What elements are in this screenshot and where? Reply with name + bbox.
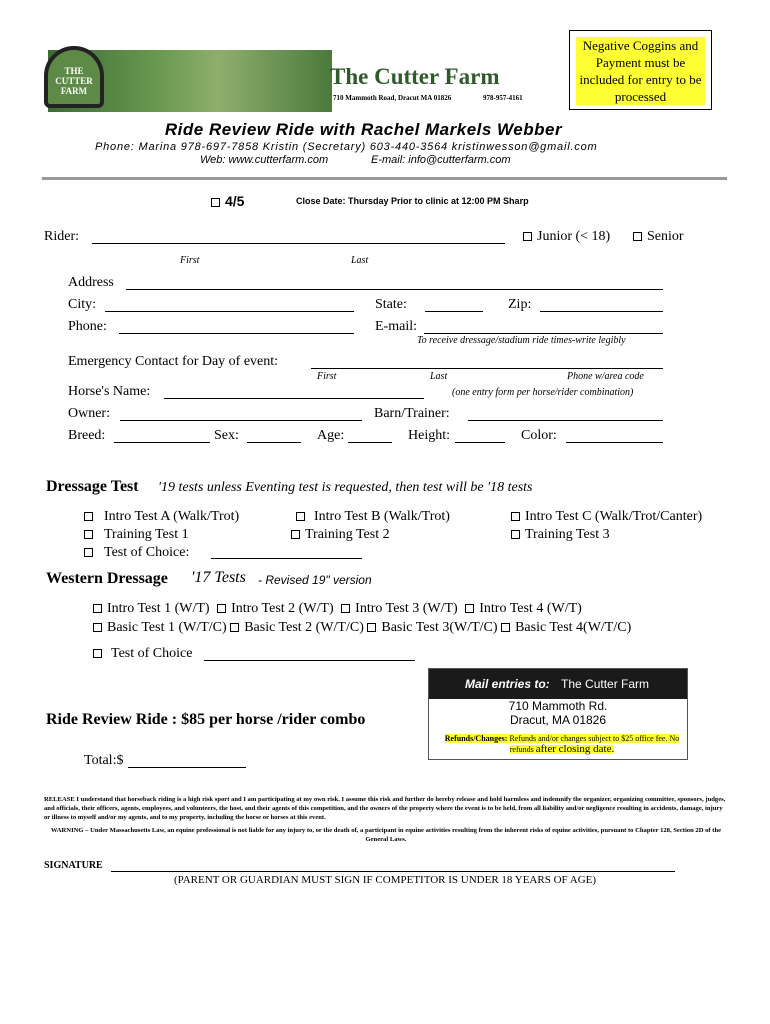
western-intro-2-label: Intro Test 2 (W/T)	[231, 601, 334, 616]
training-test-2-label: Training Test 2	[305, 527, 390, 542]
western-revised: - Revised 19" version	[258, 573, 372, 587]
rider-name-field[interactable]	[92, 243, 505, 244]
western-basic-1-label: Basic Test 1 (W/T/C)	[107, 620, 227, 635]
state-label: State:	[375, 297, 407, 312]
refund-label: Refunds/Changes:	[444, 734, 508, 743]
barn-label: Barn/Trainer:	[374, 406, 450, 421]
address-label: Address	[68, 275, 114, 290]
web-address: Web: www.cutterfarm.com	[200, 154, 329, 166]
coggins-notice-text: Negative Coggins and Payment must be included for entry to be processed	[576, 37, 705, 105]
checkbox-icon	[523, 232, 532, 241]
emergency-first-caption: First	[317, 371, 337, 382]
rider-last-caption: Last	[351, 255, 369, 266]
email-field[interactable]	[424, 333, 663, 334]
checkbox-icon	[84, 548, 93, 557]
page-title: Ride Review Ride with Rachel Markels Webber	[164, 120, 563, 139]
checkbox-icon	[367, 623, 376, 632]
western-heading: Western Dressage	[46, 570, 168, 587]
coggins-notice	[569, 30, 712, 110]
checkbox-icon	[84, 512, 93, 521]
phone-field[interactable]	[119, 333, 354, 334]
western-intro-4-label: Intro Test 4 (W/T)	[479, 601, 582, 616]
training-test-1-label: Training Test 1	[104, 527, 189, 542]
phone-label: Phone:	[68, 319, 107, 334]
signature-field[interactable]	[111, 871, 675, 872]
city-field[interactable]	[105, 311, 354, 312]
rider-label: Rider:	[44, 229, 79, 244]
checkbox-icon	[230, 623, 239, 632]
warning-text: WARNING – Under Massachusetts Law, an equine professional is not liable for any injury to, or the death of, a participant in equine activities resulting from the inherent risks of equine activities, pursuant to Chapter 128, Section 2D of the General Laws.	[50, 827, 722, 843]
total-field[interactable]	[128, 767, 246, 768]
western-basic-4-label: Basic Test 4(W/T/C)	[515, 620, 632, 635]
western-basic-4-option[interactable]	[501, 620, 631, 635]
checkbox-icon	[296, 512, 305, 521]
dressage-note: '19 tests unless Eventing test is requested, then test will be '18 tests	[158, 480, 533, 495]
junior-option[interactable]	[523, 229, 610, 245]
western-choice-field[interactable]	[204, 660, 415, 661]
western-tests: '17 Tests	[191, 569, 246, 586]
training-test-1-option[interactable]	[84, 527, 189, 543]
height-label: Height:	[408, 428, 450, 443]
age-field[interactable]	[348, 442, 392, 443]
western-intro-3-option[interactable]	[341, 601, 458, 616]
address-field[interactable]	[126, 289, 663, 290]
owner-label: Owner:	[68, 406, 110, 421]
emergency-phone-caption: Phone w/area code	[567, 371, 644, 382]
signature-note: (PARENT OR GUARDIAN MUST SIGN IF COMPETITOR IS UNDER 18 YEARS OF AGE)	[173, 874, 597, 886]
price-text: Ride Review Ride : $85 per horse /rider combo	[46, 711, 366, 728]
checkbox-icon	[501, 623, 510, 632]
checkbox-icon	[633, 232, 642, 241]
checkbox-icon	[93, 649, 102, 658]
farm-address: 710 Mammoth Road, Dracut MA 01826	[333, 94, 452, 102]
training-test-3-option[interactable]	[511, 527, 610, 543]
refund-note	[444, 733, 680, 755]
western-intro-1-option[interactable]	[93, 601, 210, 616]
western-basic-2-label: Basic Test 2 (W/T/C)	[244, 620, 364, 635]
western-choice-label: Test of Choice	[111, 646, 193, 661]
owner-field[interactable]	[120, 420, 362, 421]
header-divider	[42, 177, 727, 180]
intro-test-b-option[interactable]	[296, 509, 450, 525]
emergency-last-caption: Last	[430, 371, 448, 382]
western-basic-1-option[interactable]	[93, 620, 227, 635]
contact-line: Phone: Marina 978-697-7858 Kristin (Secretary) 603-440-3564 kristinwesson@gmail.com	[95, 141, 598, 153]
zip-field[interactable]	[540, 311, 663, 312]
zip-label: Zip:	[508, 297, 532, 312]
sex-field[interactable]	[247, 442, 301, 443]
junior-label: Junior (< 18)	[537, 229, 611, 244]
test-of-choice-option[interactable]	[84, 545, 189, 561]
western-choice-option[interactable]	[93, 646, 192, 662]
farm-phone: 978-957-4161	[483, 94, 523, 102]
mail-header	[429, 669, 687, 699]
release-text: RELEASE I understand that horseback riding is a high risk sport and I am participating at my own risk. I assume this risk and further do hereby release and hold harmless and indemnify the organizer, organizing committee, sponsors, judges, and officials, their officers, agents, employees, and volunteers, the host, and their agents of this competition, and the owners of the property where the event is to be held, from all liability and/or negligence resulting in accidents, damage, injury or illness to myself and/or my agents, and to my property, including the horse or horses at this event.	[44, 796, 726, 821]
mail-farm-name: The Cutter Farm	[561, 677, 650, 691]
horse-name-note: (one entry form per horse/rider combination)	[452, 387, 634, 398]
signature-label: SIGNATURE	[44, 860, 103, 871]
western-intro-1-label: Intro Test 1 (W/T)	[107, 601, 210, 616]
farm-name: The Cutter Farm	[330, 64, 500, 89]
date-option[interactable]	[211, 193, 244, 209]
intro-test-c-label: Intro Test C (Walk/Trot/Canter)	[525, 509, 703, 524]
intro-test-a-option[interactable]	[84, 509, 239, 525]
checkbox-icon	[93, 604, 102, 613]
height-field[interactable]	[455, 442, 505, 443]
checkbox-icon	[511, 530, 520, 539]
western-intro-tests	[93, 601, 582, 617]
western-basic-2-option[interactable]	[230, 620, 364, 635]
email-note: To receive dressage/stadium ride times-write legibly	[417, 335, 626, 346]
close-date: Close Date: Thursday Prior to clinic at 12:00 PM Sharp	[296, 196, 529, 206]
color-field[interactable]	[566, 442, 663, 443]
checkbox-icon	[291, 530, 300, 539]
intro-test-a-label: Intro Test A (Walk/Trot)	[104, 509, 240, 524]
sex-label: Sex:	[214, 428, 239, 443]
breed-field[interactable]	[114, 442, 210, 443]
refund-tail: after closing date.	[535, 743, 615, 755]
senior-option[interactable]	[633, 229, 684, 245]
horse-name-label: Horse's Name:	[68, 384, 151, 399]
horse-name-field[interactable]	[164, 398, 424, 399]
mail-label: Mail entries to:	[465, 677, 550, 691]
total-label: Total:$	[84, 753, 124, 768]
western-basic-3-label: Basic Test 3(W/T/C)	[381, 620, 498, 635]
state-field[interactable]	[425, 311, 483, 312]
mail-street: 710 Mammoth Rd.	[508, 699, 608, 713]
mail-city: Dracut, MA 01826	[509, 713, 607, 727]
checkbox-icon	[93, 623, 102, 632]
western-intro-3-label: Intro Test 3 (W/T)	[355, 601, 458, 616]
western-intro-4-option[interactable]	[465, 601, 582, 616]
western-intro-2-option[interactable]	[217, 601, 334, 616]
email-address: E-mail: info@cutterfarm.com	[371, 154, 511, 166]
color-label: Color:	[521, 428, 557, 443]
clinic-date: 4/5	[225, 193, 245, 209]
logo-text: THE CUTTER FARM	[55, 66, 93, 96]
senior-label: Senior	[647, 229, 684, 244]
farm-logo	[44, 46, 104, 108]
checkbox-icon	[211, 198, 220, 207]
breed-label: Breed:	[68, 428, 106, 443]
test-of-choice-label: Test of Choice:	[104, 545, 190, 560]
checkbox-icon	[84, 530, 93, 539]
city-label: City:	[68, 297, 97, 312]
email-label: E-mail:	[375, 319, 417, 334]
checkbox-icon	[341, 604, 350, 613]
checkbox-icon	[511, 512, 520, 521]
western-basic-3-option[interactable]	[367, 620, 497, 635]
rider-first-caption: First	[180, 255, 200, 266]
training-test-2-option[interactable]	[291, 527, 390, 543]
test-of-choice-field[interactable]	[211, 558, 362, 559]
intro-test-c-option[interactable]	[511, 509, 702, 525]
age-label: Age:	[317, 428, 345, 443]
training-test-3-label: Training Test 3	[525, 527, 610, 542]
checkbox-icon	[217, 604, 226, 613]
dressage-heading: Dressage Test	[46, 478, 139, 495]
emergency-field[interactable]	[311, 368, 663, 369]
refund-text: Refunds and/or changes subject to $25 office fee. No refunds	[509, 734, 680, 754]
barn-field[interactable]	[468, 420, 663, 421]
checkbox-icon	[465, 604, 474, 613]
intro-test-b-label: Intro Test B (Walk/Trot)	[314, 509, 450, 524]
western-basic-tests	[93, 620, 631, 636]
emergency-label: Emergency Contact for Day of event:	[68, 354, 279, 369]
